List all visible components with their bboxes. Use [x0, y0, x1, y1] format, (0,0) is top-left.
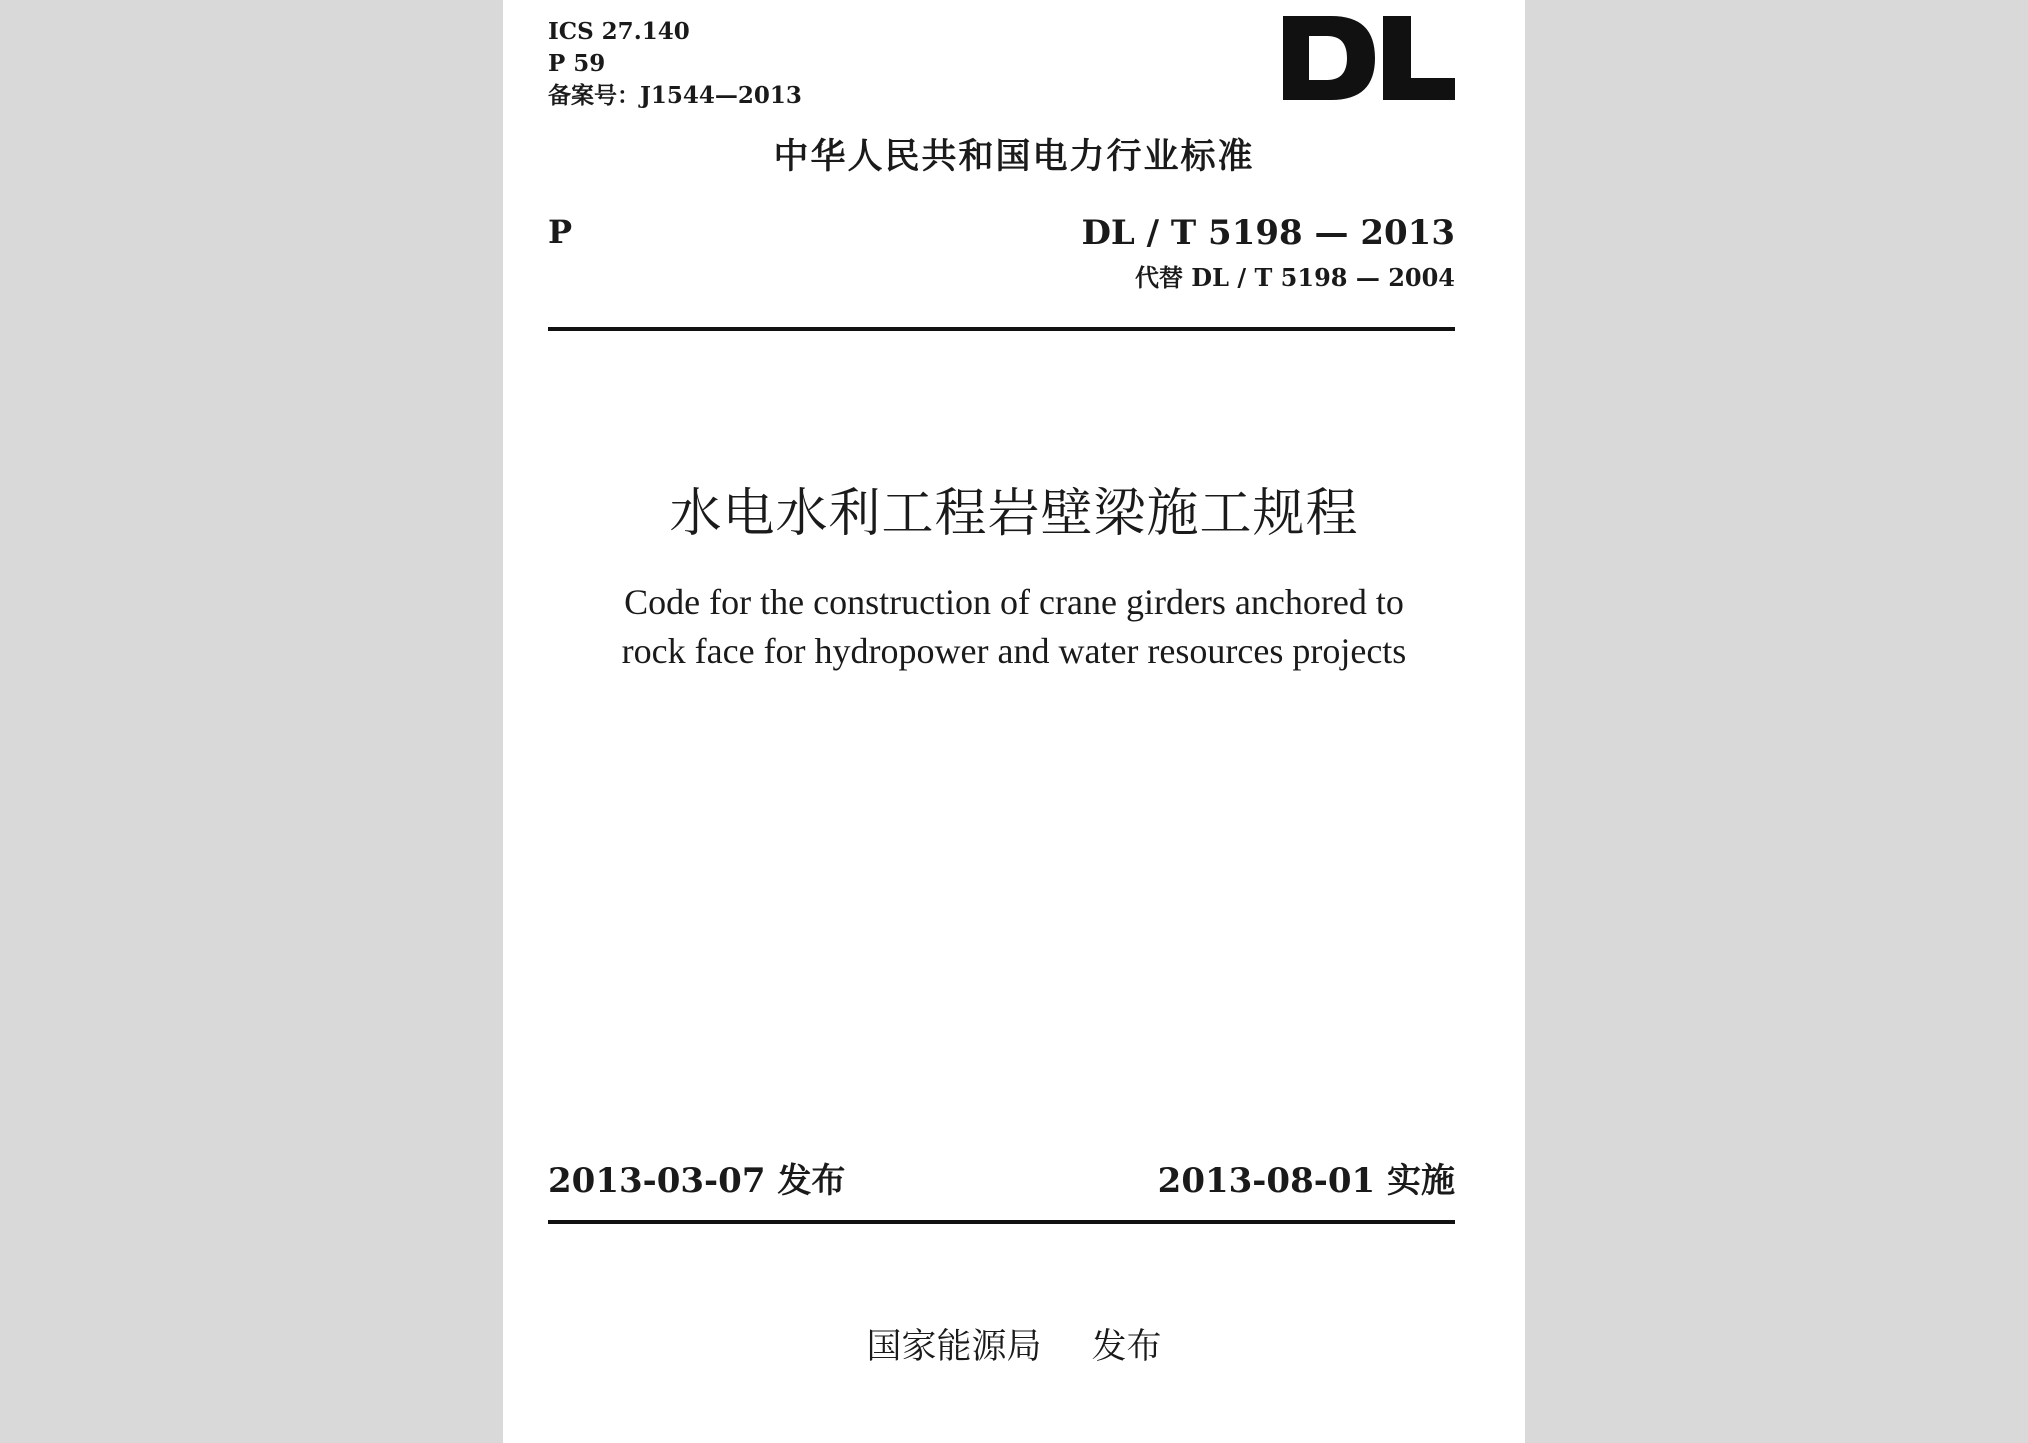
title-english [503, 578, 1525, 676]
ics-code: ICS 27.140 [548, 18, 690, 45]
record-number: 备案号：J1544—2013 [548, 82, 802, 109]
dl-logo [1283, 16, 1455, 100]
title-english-line-2: rock face for hydropower and water resources projects [621, 631, 1407, 671]
publisher-action: 发布 [1091, 1327, 1162, 1367]
publisher-name: 国家能源局 [866, 1327, 1042, 1367]
title-chinese: 水电水利工程岩壁梁施工规程 [669, 484, 1359, 544]
issue-date: 2013-03-07 发布 [548, 1161, 846, 1201]
replaces-standard: 代替 DL / T 5198 — 2004 [1134, 263, 1455, 292]
standard-category: 中华人民共和国电力行业标准 [773, 137, 1255, 177]
publisher [503, 1327, 1525, 1367]
bottom-divider [548, 1220, 1455, 1224]
left-classification: P [548, 213, 573, 251]
standard-number: DL / T 5198 — 2013 [1081, 213, 1455, 253]
standard-cover-page [503, 0, 1525, 1443]
top-divider [548, 327, 1455, 331]
title-english-line-1: Code for the construction of crane girders anchored to [624, 582, 1404, 622]
classification-code: P 59 [548, 50, 606, 77]
implementation-date: 2013-08-01 实施 [1157, 1161, 1455, 1201]
